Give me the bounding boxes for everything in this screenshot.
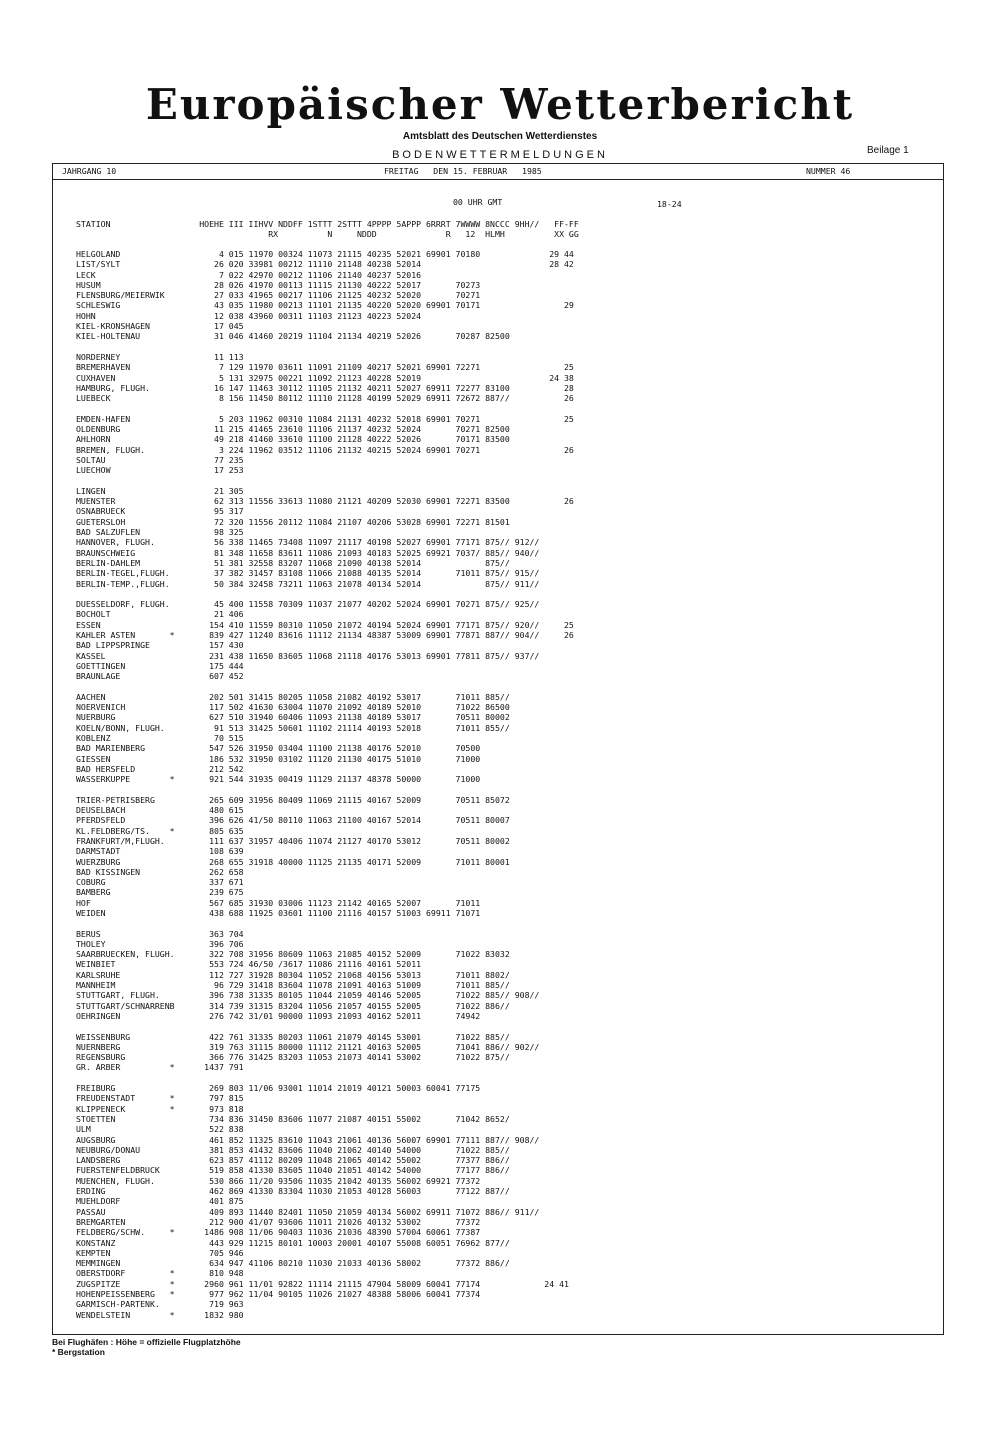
table-row: BERLIN-DAHLEM 51 381 32558 83207 11068 21090 40138 52014 875// [76,557,510,568]
station-group [76,249,574,342]
table-row: HUSUM 28 026 41970 00113 11115 21130 40222 52017 70273 [76,279,481,290]
table-row: MUEHLDORF 401 875 [76,1196,244,1207]
table-row: FUERSTENFELDBRUCK 519 858 41330 83605 11040 21051 40142 54000 77177 886// [76,1165,510,1176]
station-group [76,929,574,1022]
station-group [76,599,574,681]
beilage-label: Beilage 1 [867,145,909,156]
table-row: BREMEN, FLUGH. 3 224 11962 03512 11106 21132 40215 52024 69901 70271 26 [76,444,574,455]
station-group [76,1083,574,1320]
station-table [76,249,574,1320]
table-row: LUEBECK 8 156 11450 80112 11110 21128 40199 52029 69911 72672 887// 26 [76,393,574,404]
station-group [76,692,574,785]
table-row: ERDING 462 869 41330 83304 11030 21053 40128 56003 77122 887// [76,1186,510,1197]
table-row: WUERZBURG 268 655 31918 40000 11125 21135 40171 52009 71011 80001 [76,856,510,867]
table-row: KIEL-KRONSHAGEN 17 045 [76,321,244,332]
table-row: KLIPPENECK * 973 818 [76,1103,244,1114]
table-row: BAD MARIENBERG 547 526 31950 03404 11100 21138 40176 52010 70500 [76,743,481,754]
station-group [76,486,574,589]
table-row: GIESSEN 186 532 31950 03102 11120 21130 40175 51010 71000 [76,753,481,764]
table-row: PFERDSFELD 396 626 41/50 80110 11063 21100 40167 52014 70511 80007 [76,815,510,826]
table-row: BERLIN-TEGEL,FLUGH. 37 382 31457 83108 11066 21088 40135 52014 71011 875// 915// [76,568,540,579]
table-row: TRIER-PETRISBERG 265 609 31956 80409 11069 21115 40167 52009 70511 85072 [76,794,510,805]
table-row: NEUBURG/DONAU 381 853 41432 83606 11040 21062 40140 54000 71022 885// [76,1144,510,1155]
table-row: KONSTANZ 443 929 11215 80101 10003 20001 40107 55008 60051 76962 877// [76,1237,510,1248]
table-row: ZUGSPITZE * 2960 961 11/01 92822 11114 21115 47904 58009 60041 77174 24 41 [76,1278,569,1289]
table-row: OLDENBURG 11 215 41465 23610 11106 21137 40232 52024 70271 82500 [76,424,510,435]
group-spacer [76,476,574,486]
date-label: FREITAG DEN 15. FEBRUAR 1985 [384,166,542,176]
table-row: LINGEN 21 305 [76,485,244,496]
table-row: SAARBRUECKEN, FLUGH. 322 708 31956 80609 11063 21085 40152 52009 71022 83032 [76,949,510,960]
table-row: WEIDEN 438 688 11925 03601 11100 21116 40157 51003 69911 71071 [76,908,481,918]
header-divider [52,179,944,180]
table-row: OSNABRUECK 95 317 [76,506,244,517]
table-row: LANDSBERG 623 857 41112 80209 11048 21065 40142 55002 77377 886// [76,1155,510,1166]
table-row: MUENCHEN, FLUGH. 530 866 11/20 93506 11035 21042 40135 56002 69921 77372 [76,1175,481,1186]
station-group [76,414,574,476]
table-row: BAD KISSINGEN 262 658 [76,866,244,877]
table-row: BERUS 363 704 [76,928,244,939]
table-row: REGENSBURG 366 776 31425 83203 11053 21073 40141 53002 71022 875// [76,1052,510,1063]
page-title: Europäischer Wetterbericht [145,80,855,129]
table-row: KAHLER ASTEN * 839 427 11240 83616 11112 21134 48387 53009 69901 77871 887// 904// 26 [76,629,574,640]
table-row: EMDEN-HAFEN 5 203 11962 00310 11084 21131 40232 52018 69901 70271 25 [76,413,574,424]
table-row: KOELN/BONN, FLUGH. 91 513 31425 50601 11102 21114 40193 52018 71011 855// [76,722,510,733]
group-spacer [76,784,574,794]
table-row: DEUSELBACH 480 615 [76,805,244,816]
table-row: BAD LIPPSPRINGE 157 430 [76,640,244,651]
table-row: BAD SALZUFLEN 98 325 [76,527,244,538]
table-row: FREUDENSTADT * 797 815 [76,1093,244,1104]
table-row: HOF 567 685 31930 03006 11123 21142 40165 52007 71011 [76,897,481,908]
table-row: SCHLESWIG 43 035 11980 00213 11101 21135 40220 52020 69901 70171 29 [76,300,574,311]
station-group [76,795,574,919]
table-row: BAMBERG 239 675 [76,887,244,898]
time2-label: 18-24 [657,199,682,209]
section-title: BODENWETTERMELDUNGEN [392,149,608,161]
table-row: KIEL-HOLTENAU 31 046 41460 20219 11104 21134 40219 52026 70287 82500 [76,331,510,342]
table-row: NUERBURG 627 510 31940 60406 11093 21138 40189 53017 70511 80002 [76,712,510,723]
table-row: KARLSRUHE 112 727 31928 80304 11052 21068 40156 53013 71011 8802/ [76,969,510,980]
table-row: COBURG 337 671 [76,877,244,888]
table-row: WASSERKUPPE * 921 544 31935 00419 11129 21137 48378 50000 71000 [76,774,481,785]
footnote-airport: Bei Flughäfen : Höhe = offizielle Flugplatzhöhe [52,1337,241,1347]
table-row: BERLIN-TEMP.,FLUGH. 50 384 32458 73211 11063 21078 40134 52014 875// 911// [76,578,540,589]
table-row: KASSEL 231 438 11650 83605 11068 21118 40176 53013 69901 77811 875// 937// [76,650,540,661]
table-row: KL.FELDBERG/TS. * 805 635 [76,825,244,836]
table-row: GARMISCH-PARTENK. 719 963 [76,1299,244,1310]
group-spacer [76,342,574,352]
table-row: FLENSBURG/MEIERWIK 27 033 41965 00217 11106 21125 40232 52020 70271 [76,290,481,301]
table-row: STUTTGART, FLUGH. 396 738 31335 80105 11044 21059 40146 52005 71022 885// 908// [76,990,540,1001]
table-row: KEMPTEN 705 946 [76,1247,244,1258]
table-row: PASSAU 409 893 11440 82401 11050 21059 40134 56002 69911 71072 886// 911// [76,1206,540,1217]
table-row: AHLHORN 49 218 41460 33610 11100 21128 40222 52026 70171 83500 [76,434,510,445]
time-label: 00 UHR GMT [453,197,503,207]
group-spacer [76,1073,574,1083]
table-row: GOETTINGEN 175 444 [76,660,244,671]
table-row: BAD HERSFELD 212 542 [76,763,244,774]
table-row: BREMERHAVEN 7 129 11970 03611 11091 21109 40217 52021 69901 72271 25 [76,362,574,373]
table-row: WENDELSTEIN * 1832 980 [76,1309,244,1320]
table-row: BOCHOLT 21 406 [76,609,244,620]
table-row: OEHRINGEN 276 742 31/01 90000 11093 21093 40162 52011 74942 [76,1010,481,1021]
table-row: NUERNBERG 319 763 31115 80000 11112 21121 40163 52005 71041 886// 902// [76,1041,540,1052]
table-row: KOBLENZ 70 515 [76,732,244,743]
subtitle: Amtsblatt des Deutschen Wetterdienstes [402,131,598,142]
table-row: HAMBURG, FLUGH. 16 147 11463 30112 11105 21132 40211 52027 69911 72277 83100 28 [76,382,574,393]
table-row: THOLEY 396 706 [76,938,244,949]
table-row: WEINBIET 553 724 46/50 /3617 11086 21116 40161 52011 [76,959,422,970]
table-row: LUECHOW 17 253 [76,465,244,476]
table-row: LIST/SYLT 26 020 33981 00212 11110 21148 40238 52014 28 42 [76,259,574,270]
table-row: MEMMINGEN 634 947 41106 80210 11030 21033 40136 58002 77372 886// [76,1258,510,1269]
table-row: MUENSTER 62 313 11556 33613 11080 21121 40209 52030 69901 72271 83500 26 [76,496,574,507]
jahrgang-label: JAHRGANG 10 [62,166,117,176]
table-row: NOERVENICH 117 502 41630 63004 11070 21092 40189 52010 71022 86500 [76,702,510,713]
table-row: FRANKFURT/M,FLUGH. 111 637 31957 40406 11074 21127 40170 53012 70511 80002 [76,835,510,846]
table-row: NORDERNEY 11 113 [76,351,244,362]
table-row: STUTTGART/SCHNARRENB 314 739 31315 83204 11056 21057 40155 52005 71022 886// [76,1000,510,1011]
table-row: BRAUNLAGE 607 452 [76,671,244,682]
group-spacer [76,589,574,599]
table-row: SOLTAU 77 235 [76,454,244,465]
table-row: LECK 7 022 42970 00212 11106 21140 40237 52016 [76,269,422,280]
table-row: GR. ARBER * 1437 791 [76,1062,244,1073]
table-row: GUETERSLOH 72 320 11556 20112 11084 21107 40206 53028 69901 72271 81501 [76,516,510,527]
footnote-mountain: * Bergstation [52,1347,105,1357]
group-spacer [76,403,574,413]
table-row: BREMGARTEN 212 900 41/07 93606 11011 21026 40132 53002 77372 [76,1216,481,1227]
column-header-line2: RX N NDDD R 12 HLMH XX GG [76,229,579,240]
table-row: HELGOLAND 4 015 11970 00324 11073 21115 40235 52021 69901 70180 29 44 [76,249,574,259]
table-row: HOHENPEISSENBERG * 977 962 11/04 90105 11026 21027 48388 58006 60041 77374 [76,1288,481,1299]
table-row: MANNHEIM 96 729 31418 83604 11078 21091 40163 51009 71011 885// [76,980,510,991]
table-row: DARMSTADT 108 639 [76,846,244,857]
column-header-line1: STATION HOEHE III IIHVV NDDFF 1STTT 2STTT 4PPPP 5APPP 6RRRT 7WWWW 8NCCC 9HH// FF-FF [76,219,579,229]
table-row: ESSEN 154 410 11559 80310 11050 21072 40194 52024 69901 77171 875// 920// 25 [76,619,574,630]
table-row: CUXHAVEN 5 131 32975 00221 11092 21123 40228 52019 24 38 [76,372,574,383]
table-row: ULM 522 838 [76,1124,244,1135]
table-row: HOHN 12 038 43960 00311 11103 21123 40223 52024 [76,310,422,321]
station-group [76,352,574,403]
group-spacer [76,918,574,928]
table-row: FREIBURG 269 803 11/06 93001 11014 21019 40121 50003 60041 77175 [76,1083,481,1094]
table-row: BRAUNSCHWEIG 81 348 11658 83611 11086 21093 40183 52025 69921 7037/ 885// 940// [76,547,540,558]
group-spacer [76,681,574,691]
nummer-label: NUMMER 46 [806,166,851,176]
table-row: AACHEN 202 501 31415 80205 11058 21082 40192 53017 71011 885// [76,691,510,702]
station-group [76,1032,574,1073]
table-row: AUGSBURG 461 852 11325 83610 11043 21061 40136 56007 69901 77111 887// 908// [76,1134,540,1145]
table-row: OBERSTDORF * 810 948 [76,1268,244,1279]
table-row: FELDBERG/SCHW. * 1486 908 11/06 90403 11036 21036 48390 57004 60061 77387 [76,1227,481,1238]
table-row: STOETTEN 734 836 31450 83606 11077 21087 40151 55002 71042 8652/ [76,1113,510,1124]
table-row: WEISSENBURG 422 761 31335 80203 11061 21079 40145 53001 71022 885// [76,1031,510,1042]
table-row: HANNOVER, FLUGH. 56 338 11465 73408 11097 21117 40198 52027 69901 77171 875// 912// [76,537,540,548]
group-spacer [76,1021,574,1031]
table-row: DUESSELDORF, FLUGH. 45 400 11558 70309 11037 21077 40202 52024 69901 70271 875// 925// [76,599,540,610]
